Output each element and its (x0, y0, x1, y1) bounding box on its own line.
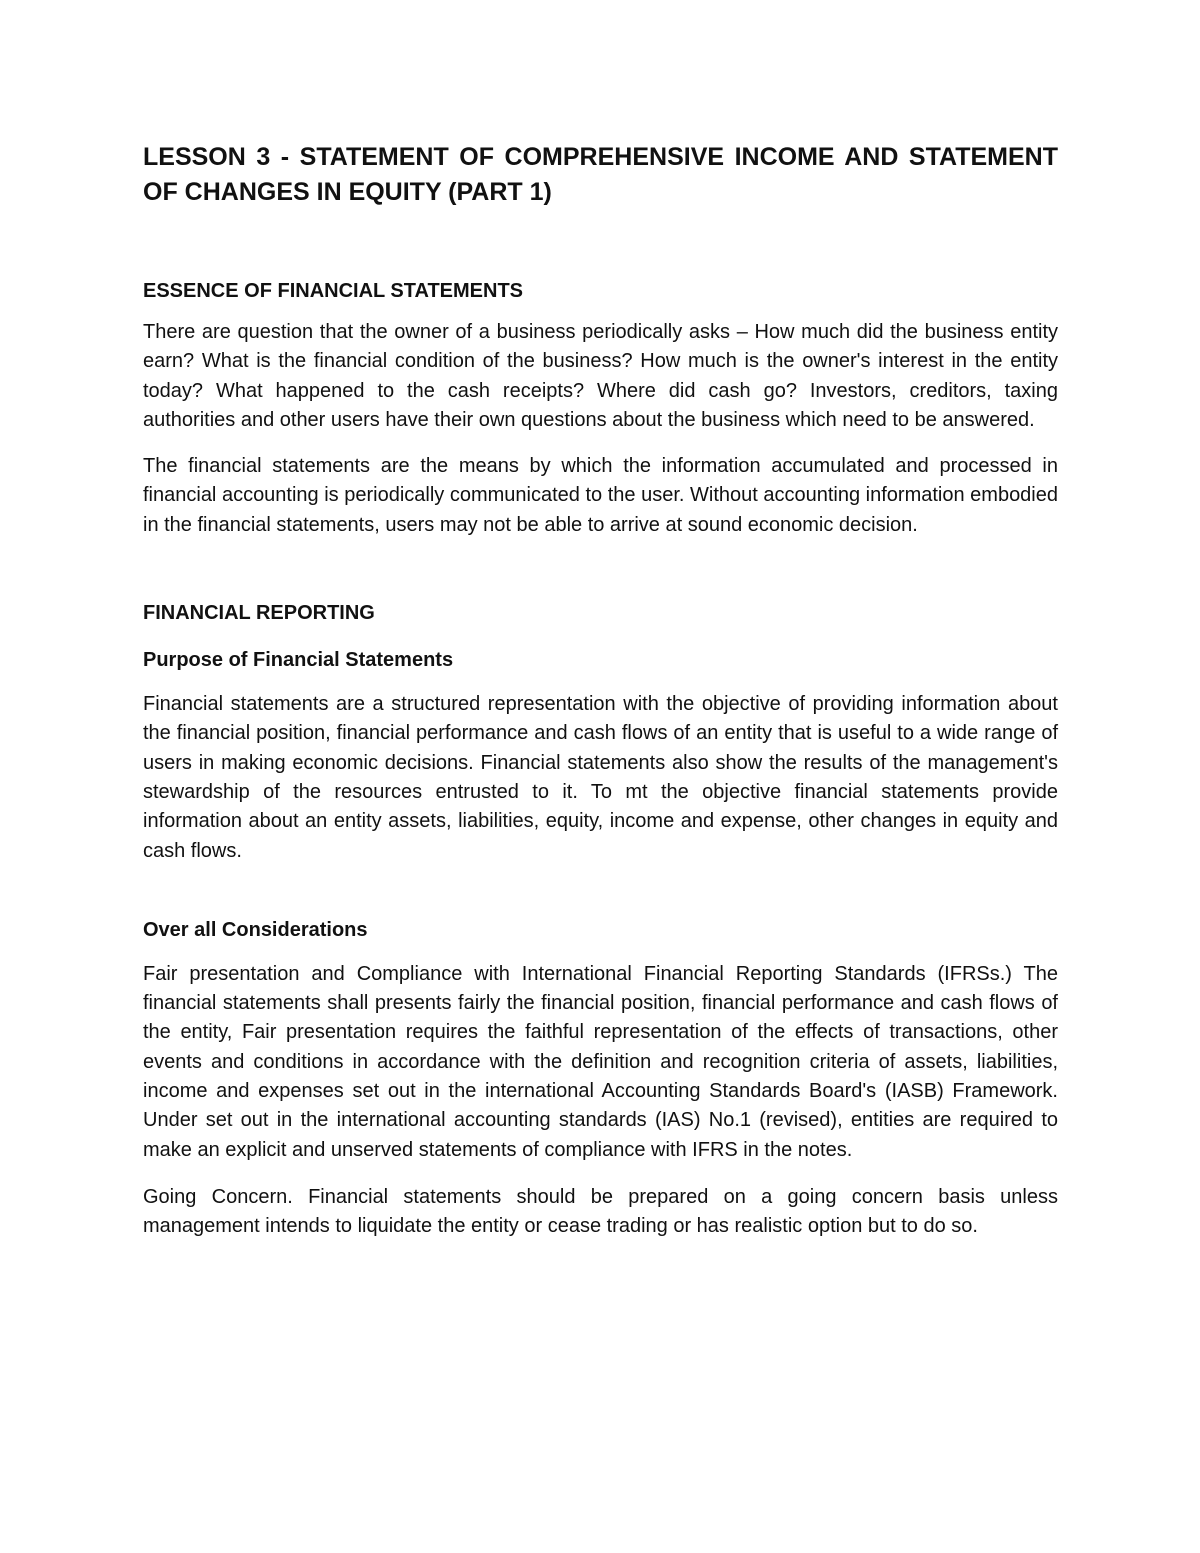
paragraph-essence-means: The financial statements are the means by which the information accumulated and processed in financial accounting is periodically communicated to the user. Without accounting information embodied in the financial statements, users may not be able to arrive at sound economic decision. (143, 455, 1058, 536)
section-heading-reporting: FINANCIAL REPORTING (143, 602, 375, 625)
paragraph-essence-questions: There are question that the owner of a business periodically asks – How much did the business entity earn? What is the financial condition of the business? How much is the owner's interest in the entity today? What happened to the cash receipts? Where did cash go? Investors, creditors, taxing authorities and other users have their own questions about the business which need to be answered. (143, 321, 1058, 431)
paragraph-fair-presentation: Fair presentation and Compliance with International Financial Reporting Standards (IFRSs.) The financial statements shall presents fairly the financial position, financial performance and cash flows of the entity, Fair presentation requires the faithful representation of the effects of transactions, other events and conditions in accordance with the definition and recognition criteria of assets, liabilities, income and expenses set out in the international Accounting Standards Board's (IASB) Framework. Under set out in the international accounting standards (IAS) No.1 (revised), entities are required to make an explicit and unserved statements of compliance with IFRS in the notes. (143, 962, 1058, 1161)
paragraph-purpose: Financial statements are a structured representation with the objective of providing information about the financial position, financial performance and cash flows of an entity that is useful to a wide range of users in making economic decisions. Financial statements also show the results of the management's stewardship of the resources entrusted to it. To mt the objective financial statements provide information about an entity assets, liabilities, equity, income and expense, other changes in equity and cash flows. (143, 693, 1058, 862)
subheading-purpose: Purpose of Financial Statements (143, 649, 454, 672)
subheading-considerations: Over all Considerations (143, 918, 368, 941)
paragraph-going-concern: Going Concern. Financial statements should be prepared on a going concern basis unless management intends to liquidate the entity or cease trading or has realistic option but to do so. (143, 1185, 1058, 1238)
lesson-title: LESSON 3 - STATEMENT OF COMPREHENSIVE INCOME AND STATEMENT OF CHANGES IN EQUITY (PART 1) (143, 143, 1058, 206)
section-heading-essence: ESSENCE OF FINANCIAL STATEMENTS (143, 280, 524, 302)
document-page (143, 140, 1058, 1242)
